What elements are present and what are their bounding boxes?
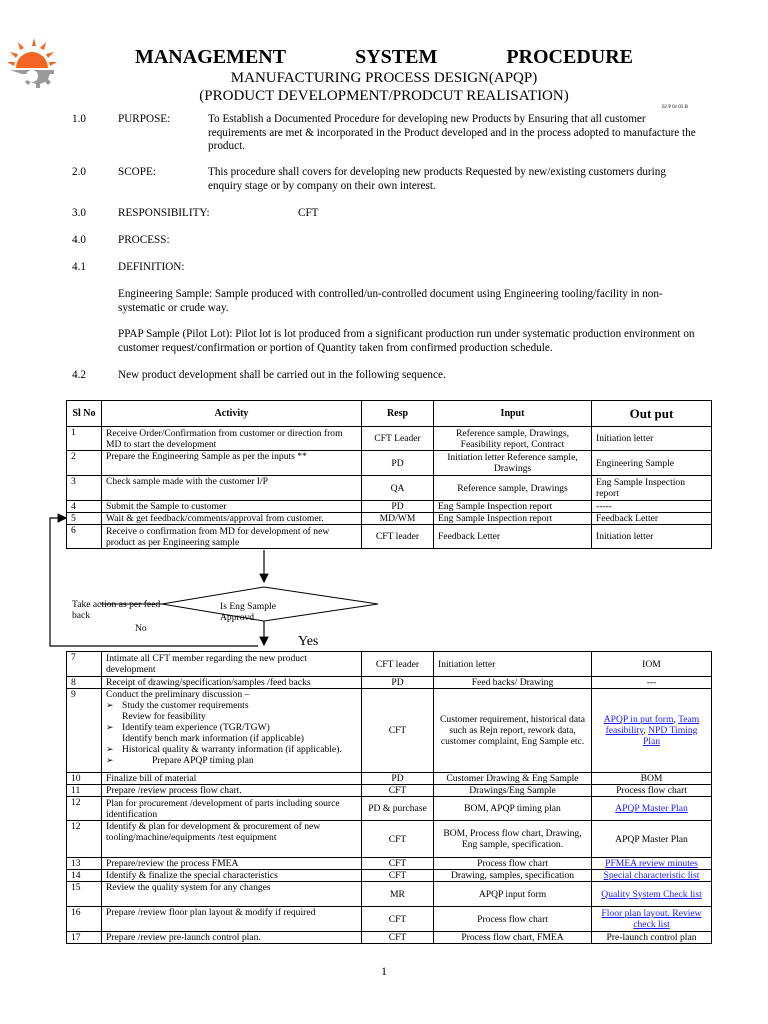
cell-input: Process flow chart, FMEA <box>434 932 592 944</box>
cell-input: APQP input form <box>434 882 592 907</box>
cell-resp: PD <box>362 451 434 476</box>
cell-activity: Review the quality system for any changes <box>102 882 362 907</box>
cell-input: Customer requirement, historical data such as Rejn report, rework data, customer complaint, Eng Sample etc. <box>434 689 592 773</box>
quality-system-check-list-link[interactable]: Quality System Check list <box>601 888 702 900</box>
section-label: SCOPE: <box>118 166 156 178</box>
flow-loop-back-arrow <box>50 518 258 646</box>
cell-sl: 13 <box>67 858 102 870</box>
cell-output <box>592 870 712 882</box>
pfmea-review-minutes-link[interactable]: PFMEA review minutes <box>605 858 698 869</box>
cell-input: Eng Sample Inspection report <box>434 513 592 525</box>
cell-output: APQP in put form, Team feasibility, NPD Timing Plan <box>592 689 712 773</box>
cell-activity: Receive o confirmation from MD for development of new product as per Engineering sample <box>102 525 362 549</box>
section-number: 4.1 <box>72 261 86 273</box>
cell-activity <box>102 689 362 773</box>
cell-sl: 8 <box>67 677 102 689</box>
cell-sl: 15 <box>67 882 102 907</box>
section-label: DEFINITION: <box>118 261 185 273</box>
definition-ppap-sample: PPAP Sample (Pilot Lot): Pilot lot is lot produced from a significant production run under systematic production environment on customer request/confirmation or portion of Quantity taken from confirmed production schedule. <box>118 328 695 354</box>
cell-resp: CFT leader <box>362 525 434 549</box>
cell-activity: Wait & get feedback/comments/approval from customer. <box>102 513 362 525</box>
table-row <box>67 797 712 821</box>
take-action-label: Take action as per feed back <box>72 599 161 621</box>
section-number: 4.2 <box>72 369 86 381</box>
no-label: No <box>135 623 147 634</box>
table-row <box>67 870 712 882</box>
cell-sl: 11 <box>67 785 102 797</box>
cell-sl: 14 <box>67 870 102 882</box>
cell-resp: CFT <box>362 932 434 944</box>
table-row <box>67 932 712 944</box>
cell-activity: Prepare /review floor plan layout & modify if required <box>102 907 362 932</box>
cell-output: ----- <box>592 501 712 513</box>
header-resp: Resp <box>362 401 434 427</box>
list-item <box>106 755 357 766</box>
apqp-input-form-link[interactable]: APQP in put form <box>603 714 674 725</box>
cell-input: Reference sample, Drawings, Feasibility report, Contract <box>434 427 592 451</box>
cell-resp: MR <box>362 882 434 907</box>
cell-output <box>592 797 712 821</box>
list-item: ➢ Study the customer requirements <box>106 700 357 711</box>
cell-input: Process flow chart <box>434 907 592 932</box>
cell-activity: Identify & finalize the special characteristics <box>102 870 362 882</box>
subtitle-2: (PRODUCT DEVELOPMENT/PRODCUT REALISATION) <box>199 88 569 104</box>
yes-label: Yes <box>298 634 319 649</box>
table-row <box>67 785 712 797</box>
cell-resp: CFT <box>362 870 434 882</box>
npd-timing-plan-link[interactable]: NPD Timing Plan <box>642 725 698 747</box>
table-row <box>67 773 712 785</box>
cell-input: Eng Sample Inspection report <box>434 501 592 513</box>
cell-sl: 3 <box>67 476 102 501</box>
cell-activity: Check sample made with the customer I/P <box>102 476 362 501</box>
cell-input: Process flow chart <box>434 858 592 870</box>
activity-list <box>106 700 357 766</box>
cell-resp: PD <box>362 677 434 689</box>
cell-sl: 16 <box>67 907 102 932</box>
section-number: 2.0 <box>72 166 86 178</box>
cell-output: Feedback Letter <box>592 513 712 525</box>
cell-sl: 5 <box>67 513 102 525</box>
cell-input: Feed backs/ Drawing <box>434 677 592 689</box>
cell-sl: 12 <box>67 821 102 858</box>
cell-output: APQP Master Plan <box>592 821 712 858</box>
special-characteristic-list-link[interactable]: Special characteristic list <box>603 870 700 881</box>
apqp-master-plan-link[interactable]: APQP Master Plan <box>615 803 688 814</box>
cell-sl: 4 <box>67 501 102 513</box>
cell-sl: 7 <box>67 652 102 677</box>
cell-output: Process flow chart <box>592 785 712 797</box>
cell-resp: CFT <box>362 858 434 870</box>
cell-resp: CFT <box>362 785 434 797</box>
cell-resp: CFT <box>362 821 434 858</box>
cell-input: Feedback Letter <box>434 525 592 549</box>
cell-activity: Plan for procurement /development of parts including source identification <box>102 797 362 821</box>
cell-resp: PD & purchase <box>362 797 434 821</box>
purpose-text: To Establish a Documented Procedure for developing new Products by Ensuring that all customer requirements are met & incorporated in the Product developed and in the process adopted to manufacture the product. <box>208 113 696 152</box>
cell-resp: QA <box>362 476 434 501</box>
list-item: ➢ Identify team experience (TGR/TGW) <box>106 722 357 733</box>
cell-activity: Prepare/review the process FMEA <box>102 858 362 870</box>
cell-output <box>592 907 712 932</box>
cell-sl: 1 <box>67 427 102 451</box>
definition-engineering-sample: Engineering Sample: Sample produced with controlled/un-controlled document using Engineering tooling/facility in non-systematic or crude way. <box>118 288 663 314</box>
table-row <box>67 689 712 773</box>
section-number: 4.0 <box>72 234 86 246</box>
cell-output: --- <box>592 677 712 689</box>
cell-resp: CFT leader <box>362 652 434 677</box>
header-output: Out put <box>592 401 712 427</box>
cell-sl: 17 <box>67 932 102 944</box>
cell-output: Initiation letter <box>592 427 712 451</box>
cell-input: BOM, APQP timing plan <box>434 797 592 821</box>
section-label: RESPONSIBILITY: <box>118 207 210 219</box>
cell-activity: Finalize bill of material <box>102 773 362 785</box>
cell-output: Initiation letter <box>592 525 712 549</box>
cell-input: Initiation letter <box>434 652 592 677</box>
cell-activity: Prepare the Engineering Sample as per the inputs ** <box>102 451 362 476</box>
cell-resp: MD/WM <box>362 513 434 525</box>
subtitle: MANUFACTURING PROCESS DESIGN(APQP) <box>230 70 538 86</box>
table-row <box>67 677 712 689</box>
cell-input: Drawings/Eng Sample <box>434 785 592 797</box>
table-row <box>67 907 712 932</box>
section-number: 1.0 <box>72 113 86 125</box>
page-number: 1 <box>381 964 387 978</box>
cell-input: Initiation letter Reference sample, Drawings <box>434 451 592 476</box>
cell-input: Customer Drawing & Eng Sample <box>434 773 592 785</box>
cell-output: Eng Sample Inspection report <box>592 476 712 501</box>
cell-sl: 9 <box>67 689 102 773</box>
cell-output: Pre-launch control plan <box>592 932 712 944</box>
table-row <box>67 821 712 858</box>
cell-activity: Intimate all CFT member regarding the new product development <box>102 652 362 677</box>
cell-sl: 10 <box>67 773 102 785</box>
list-item: ➢ Historical quality & warranty information (if applicable). <box>106 744 357 755</box>
section-number: 3.0 <box>72 207 86 219</box>
decision-label: Is Eng Sample Approvd <box>220 601 276 623</box>
section-label: PROCESS: <box>118 234 170 246</box>
process-table-2 <box>66 651 712 944</box>
cell-resp: PD <box>362 773 434 785</box>
cell-activity: Prepare /review pre-launch control plan. <box>102 932 362 944</box>
cell-resp: PD <box>362 501 434 513</box>
cell-activity: Receive Order/Confirmation from customer or direction from MD to start the development <box>102 427 362 451</box>
header-sl: Sl No <box>67 401 102 427</box>
cell-output: BOM <box>592 773 712 785</box>
cell-output <box>592 882 712 907</box>
table-row <box>67 858 712 870</box>
activity-intro: Conduct the preliminary discussion – <box>106 689 250 700</box>
cell-resp: CFT <box>362 689 434 773</box>
list-item: Review for feasibility <box>122 711 206 722</box>
team-feasibility-link[interactable]: Team feasibility <box>605 714 700 736</box>
responsibility-text: CFT <box>298 207 319 219</box>
document-number: 02 P 01 03 B <box>662 105 688 110</box>
cell-sl: 6 <box>67 525 102 549</box>
table-row <box>67 882 712 907</box>
cell-activity: Receipt of drawing/specification/samples /feed backs <box>102 677 362 689</box>
cell-sl: 2 <box>67 451 102 476</box>
title-word-1: MANAGEMENT <box>134 46 287 68</box>
table-row <box>67 652 712 677</box>
header-input: Input <box>434 401 592 427</box>
cell-resp: CFT Leader <box>362 427 434 451</box>
cell-output: IOM <box>592 652 712 677</box>
cell-resp: CFT <box>362 907 434 932</box>
cell-input: Reference sample, Drawings <box>434 476 592 501</box>
cell-activity: Prepare /review process flow chart. <box>102 785 362 797</box>
list-item: Identify bench mark information (if applicable) <box>122 733 304 744</box>
title-word-3: PROCEDURE <box>506 46 634 68</box>
title-word-2: SYSTEM <box>355 46 438 68</box>
cell-sl: 12 <box>67 797 102 821</box>
header-activity: Activity <box>102 401 362 427</box>
list-item-text: Prepare APQP timing plan <box>152 755 254 766</box>
floor-plan-review-checklist-link[interactable]: Floor plan layout. Review check list <box>601 908 702 930</box>
sequence-text: New product development shall be carried out in the following sequence. <box>118 369 446 381</box>
scope-text: This procedure shall covers for developing new products Requested by new/existing customers during enquiry stage or by company on their own interest. <box>208 166 666 192</box>
cell-output <box>592 858 712 870</box>
cell-output: Engineering Sample <box>592 451 712 476</box>
cell-input: Drawing, samples, specification <box>434 870 592 882</box>
section-label: PURPOSE: <box>118 113 171 125</box>
cell-activity: Submit the Sample to customer <box>102 501 362 513</box>
cell-activity: Identify & plan for development & procurement of new tooling/machine/equipments /test equipment <box>102 821 362 858</box>
cell-input: BOM, Process flow chart, Drawing, Eng sample, specification. <box>434 821 592 858</box>
